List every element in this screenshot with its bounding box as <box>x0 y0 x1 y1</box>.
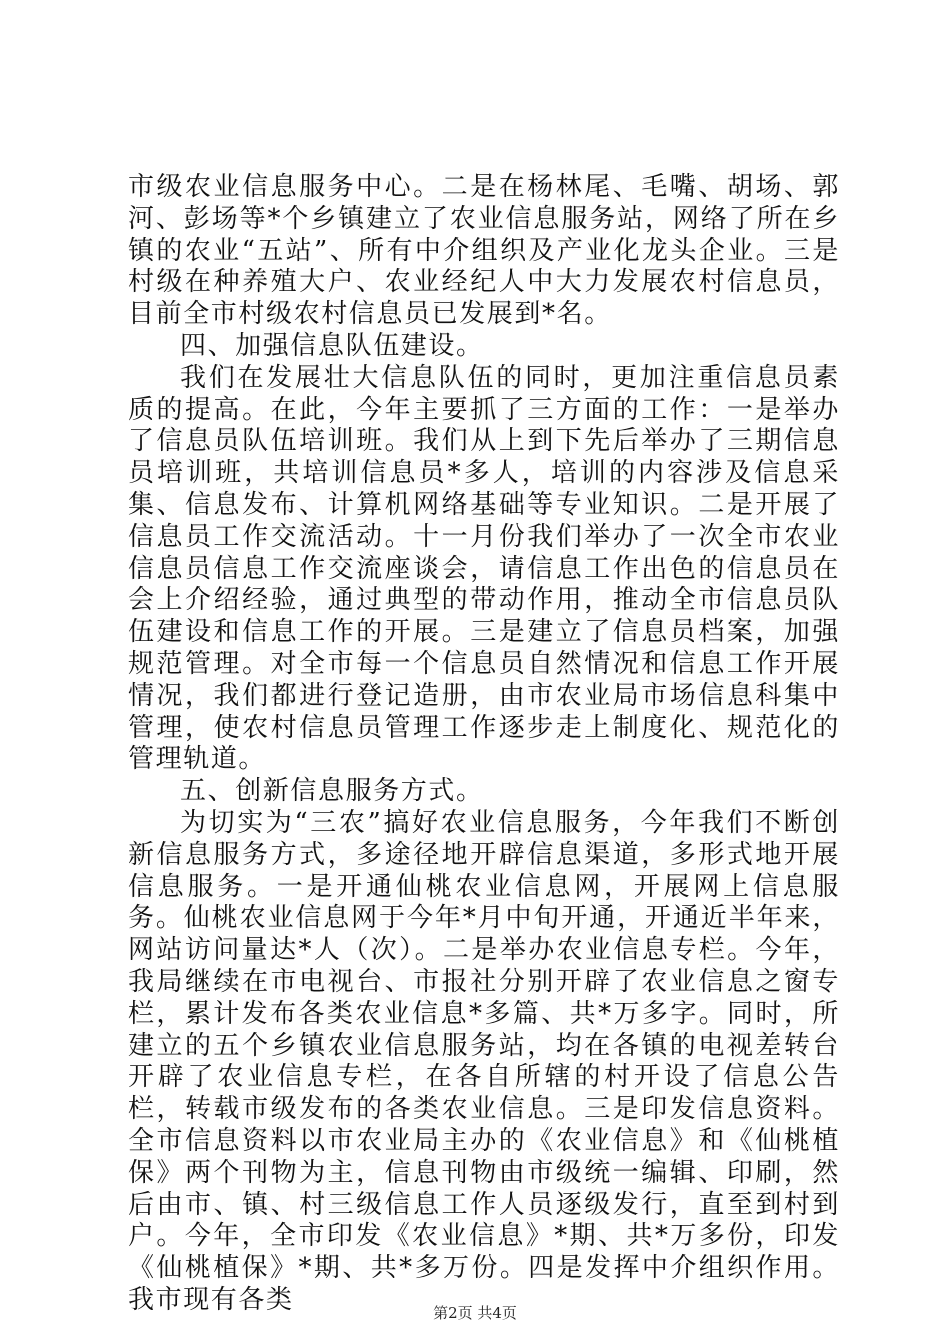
section-heading-5: 五、创新信息服务方式。 <box>180 776 484 807</box>
paragraph-service-innovation: 为切实为“三农”搞好农业信息服务，今年我们不断创新信息服务方式，多途径地开辟信息渠道，多形式地开展信息服务。一是开通仙桃农业信息网，开展网上信息服务。仙桃农业信息网于今年*月中旬开通，开通近半年来，网站访问量达*人（次）。二是举办农业信息专栏。今年，我局继续在市电视台、市报社分别开辟了农业信息之窗专栏，累计发布各类农业信息*多篇、共*万多字。同时，所建立的五个乡镇农业信息服务站，均在各镇的电视差转台开辟了农业信息专栏，在各自所辖的村开设了信息公告栏，转载市级发布的各类农业信息。三是印发信息资料。全市信息资料以市农业局主办的《农业信息》和《仙桃植保》两个刊物为主，信息刊物由市级统一编辑、印刷，然后由市、镇、村三级信息工作人员逐级发行，直至到村到户。今年，全市印发《农业信息》*期、共*万多份，印发《仙桃植保》*期、共*多万份。四是发挥中介组织作用。我市现有各类 <box>128 807 840 1315</box>
section-heading-4: 四、加强信息队伍建设。 <box>180 330 484 361</box>
document-body <box>128 172 840 1317</box>
paragraph-continuation: 市级农业信息服务中心。二是在杨林尾、毛嘴、胡场、郭河、彭场等*个乡镇建立了农业信息服务站，网络了所在乡镇的农业“五站”、所有中介组织及产业化龙头企业。三是村级在种养殖大户、农业经纪人中大力发展农村信息员，目前全市村级农村信息员已发展到*名。 <box>128 172 840 330</box>
paragraph-team-building: 我们在发展壮大信息队伍的同时，更加注重信息员素质的提高。在此，今年主要抓了三方面的工作：一是举办了信息员队伍培训班。我们从上到下先后举办了三期信息员培训班，共培训信息员*多人，培训的内容涉及信息采集、信息发布、计算机网络基础等专业知识。二是开展了信息员工作交流活动。十一月份我们举办了一次全市农业信息员信息工作交流座谈会，请信息工作出色的信息员在会上介绍经验，通过典型的带动作用，推动全市信息员队伍建设和信息工作的开展。三是建立了信息员档案，加强规范管理。对全市每一个信息员自然情况和信息工作开展情况，我们都进行登记造册，由市农业局市场信息科集中管理，使农村信息员管理工作逐步走上制度化、规范化的管理轨道。 <box>128 362 840 775</box>
page-footer: 第2页 共4页 <box>433 1304 517 1322</box>
